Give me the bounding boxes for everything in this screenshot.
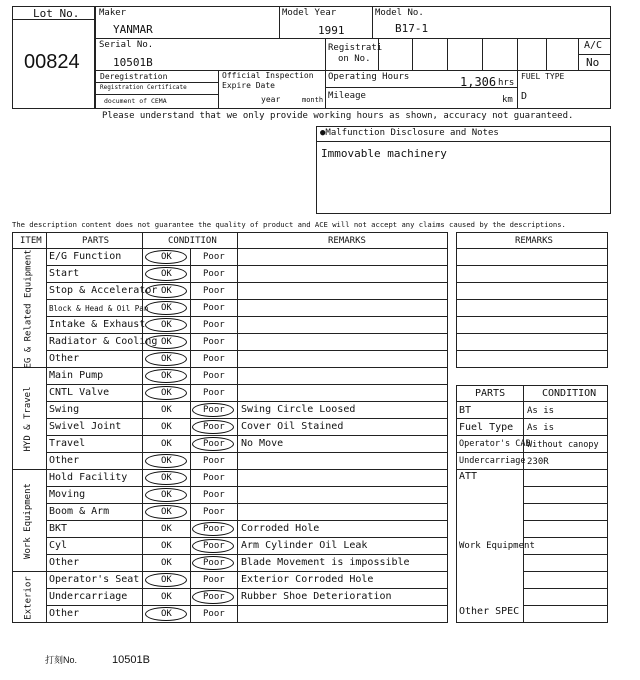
model-no-value: B17-1 bbox=[395, 22, 429, 35]
spec-other-label: Other SPEC bbox=[459, 606, 520, 617]
remark-text: Exterior Corroded Hole bbox=[241, 574, 374, 585]
model-year-label: Model Year bbox=[282, 8, 337, 18]
remark-text: Rubber Shoe Deterioration bbox=[241, 591, 392, 602]
header-item: ITEM bbox=[20, 236, 42, 246]
condition-circle bbox=[145, 386, 187, 400]
condition-circle bbox=[192, 590, 234, 604]
poor-option: Poor bbox=[203, 269, 225, 279]
hrs-label: hrs bbox=[498, 78, 515, 88]
poor-option: Poor bbox=[203, 541, 225, 551]
registration-certificate-label: Registration Certificate bbox=[100, 84, 187, 91]
ok-option: OK bbox=[161, 286, 172, 296]
serial-no-label: Serial No. bbox=[99, 40, 154, 50]
header-condition: CONDITION bbox=[168, 236, 217, 246]
spec-part: Fuel Type bbox=[459, 422, 514, 433]
inspection-label: Official Inspection bbox=[222, 71, 314, 80]
part-label: Radiator & Cooling bbox=[49, 336, 158, 347]
ok-option: OK bbox=[161, 422, 172, 432]
poor-option: Poor bbox=[203, 354, 225, 364]
part-label: Start bbox=[49, 268, 80, 279]
registration-no-label-2: on No. bbox=[338, 54, 371, 64]
spec-part: BT bbox=[459, 405, 472, 416]
model-no-label: Model No. bbox=[375, 8, 424, 18]
model-year-value: 1991 bbox=[318, 24, 345, 37]
condition-circle bbox=[145, 318, 187, 332]
part-label: BKT bbox=[49, 523, 68, 534]
spec-att-label: ATT bbox=[459, 471, 478, 482]
part-label: Hold Facility bbox=[49, 472, 128, 483]
spec-part: Operator's CAB bbox=[459, 439, 531, 449]
group-label: Work Equipment bbox=[23, 483, 33, 559]
poor-option: Poor bbox=[203, 439, 225, 449]
part-label: Main Pump bbox=[49, 370, 104, 381]
remark-text: Swing Circle Loosed bbox=[241, 404, 356, 415]
ok-option: OK bbox=[161, 439, 172, 449]
operating-hours-value: 1,306 bbox=[460, 75, 497, 89]
ac-value: No bbox=[586, 56, 600, 69]
condition-circle bbox=[145, 250, 187, 264]
poor-option: Poor bbox=[203, 507, 225, 517]
condition-circle bbox=[145, 369, 187, 383]
year-label: year bbox=[261, 95, 281, 104]
poor-option: Poor bbox=[203, 473, 225, 483]
group-label: Exterior bbox=[23, 575, 33, 620]
spec-work-equipment-label: Work Equipment bbox=[459, 541, 535, 551]
poor-option: Poor bbox=[203, 286, 225, 296]
poor-option: Poor bbox=[203, 558, 225, 568]
mileage-label: Mileage bbox=[328, 91, 366, 101]
serial-no-value: 10501B bbox=[113, 56, 153, 69]
part-label: Undercarriage bbox=[49, 591, 128, 602]
group-label: HYD & Travel bbox=[23, 386, 33, 452]
part-label: Intake & Exhaust bbox=[49, 319, 146, 330]
ok-option: OK bbox=[161, 524, 172, 534]
malfunction-box bbox=[316, 126, 611, 214]
ok-option: OK bbox=[161, 490, 172, 500]
part-label: Block & Head & Oil Pan bbox=[49, 304, 149, 313]
ok-option: OK bbox=[161, 371, 172, 381]
ok-option: OK bbox=[161, 541, 172, 551]
ok-option: OK bbox=[161, 320, 172, 330]
condition-circle bbox=[145, 335, 187, 349]
poor-option: Poor bbox=[203, 592, 225, 602]
poor-option: Poor bbox=[203, 456, 225, 466]
poor-option: Poor bbox=[203, 575, 225, 585]
stamp-label: 打刻No. bbox=[45, 655, 78, 665]
lot-number: 00824 bbox=[24, 51, 80, 73]
month-label: month bbox=[302, 96, 324, 104]
part-label: Other bbox=[49, 608, 80, 619]
ok-option: OK bbox=[161, 337, 172, 347]
condition-circle bbox=[192, 403, 234, 417]
right-remarks-header: REMARKS bbox=[515, 236, 553, 246]
ok-option: OK bbox=[161, 507, 172, 517]
operating-hours-label: Operating Hours bbox=[328, 72, 410, 82]
spec-part: Undercarriage bbox=[459, 456, 526, 466]
poor-option: Poor bbox=[203, 371, 225, 381]
part-label: Swivel Joint bbox=[49, 421, 122, 432]
inspection-label-2: Expire Date bbox=[222, 81, 275, 90]
right-remarks-box bbox=[456, 232, 608, 368]
ok-option: OK bbox=[161, 473, 172, 483]
remark-text: Arm Cylinder Oil Leak bbox=[241, 540, 368, 551]
condition-circle bbox=[145, 505, 187, 519]
condition-circle bbox=[192, 420, 234, 434]
registration-no-label: Registrati bbox=[328, 43, 383, 53]
condition-circle bbox=[192, 556, 234, 570]
poor-option: Poor bbox=[203, 388, 225, 398]
ok-option: OK bbox=[161, 252, 172, 262]
spec-value: As is bbox=[527, 406, 555, 416]
remark-text: No Move bbox=[241, 438, 284, 449]
malfunction-text: Immovable machinery bbox=[321, 147, 447, 160]
ok-option: OK bbox=[161, 558, 172, 568]
spec-value: Without canopy bbox=[527, 440, 599, 450]
condition-circle bbox=[192, 539, 234, 553]
document-cema-label: document of CEMA bbox=[104, 97, 167, 105]
ok-option: OK bbox=[161, 354, 172, 364]
condition-circle bbox=[145, 284, 187, 298]
part-label: Cyl bbox=[49, 540, 68, 551]
fuel-type-label: FUEL TYPE bbox=[521, 72, 565, 81]
part-label: Other bbox=[49, 353, 80, 364]
poor-option: Poor bbox=[203, 490, 225, 500]
ok-option: OK bbox=[161, 405, 172, 415]
ok-option: OK bbox=[161, 456, 172, 466]
poor-option: Poor bbox=[203, 303, 225, 313]
condition-circle bbox=[145, 471, 187, 485]
condition-circle bbox=[145, 267, 187, 281]
part-label: Travel bbox=[49, 438, 86, 449]
header-parts: PARTS bbox=[82, 236, 110, 246]
spec-parts-header: PARTS bbox=[475, 388, 506, 399]
condition-circle bbox=[145, 352, 187, 366]
poor-option: Poor bbox=[203, 524, 225, 534]
condition-circle bbox=[192, 437, 234, 451]
ok-option: OK bbox=[161, 592, 172, 602]
part-label: Stop & Accelerator bbox=[49, 285, 158, 296]
part-label: CNTL Valve bbox=[49, 387, 110, 398]
ok-option: OK bbox=[161, 388, 172, 398]
poor-option: Poor bbox=[203, 320, 225, 330]
working-hours-note: Please understand that we only provide working hours as shown, accuracy not guaranteed. bbox=[102, 111, 574, 121]
condition-circle bbox=[145, 488, 187, 502]
remark-text: Corroded Hole bbox=[241, 523, 320, 534]
condition-circle bbox=[192, 522, 234, 536]
spec-value: As is bbox=[527, 423, 555, 433]
poor-option: Poor bbox=[203, 609, 225, 619]
poor-option: Poor bbox=[203, 337, 225, 347]
spec-value: 230R bbox=[527, 457, 549, 467]
condition-circle bbox=[145, 454, 187, 468]
km-label: km bbox=[502, 95, 513, 105]
part-label: Other bbox=[49, 455, 80, 466]
ok-option: OK bbox=[161, 269, 172, 279]
part-label: Other bbox=[49, 557, 80, 568]
condition-circle bbox=[145, 573, 187, 587]
remark-text: Cover Oil Stained bbox=[241, 421, 344, 432]
lot-no-label: Lot No. bbox=[33, 7, 80, 20]
header-remarks: REMARKS bbox=[328, 236, 366, 246]
condition-circle bbox=[145, 301, 187, 315]
remark-text: Blade Movement is impossible bbox=[241, 557, 410, 568]
poor-option: Poor bbox=[203, 422, 225, 432]
ac-label: A/C bbox=[584, 40, 603, 51]
part-label: E/G Function bbox=[49, 251, 122, 262]
malfunction-label: ●Malfunction Disclosure and Notes bbox=[320, 128, 499, 138]
stamp-value: 10501B bbox=[112, 654, 150, 666]
condition-circle bbox=[145, 607, 187, 621]
spec-condition-header: CONDITION bbox=[542, 388, 597, 399]
fuel-type-value: D bbox=[521, 91, 528, 102]
disclaimer: The description content does not guarantee the quality of product and ACE will not accept any claims caused by the descriptions. bbox=[12, 220, 566, 229]
ok-option: OK bbox=[161, 303, 172, 313]
group-label: EG & Related Equipment bbox=[23, 248, 33, 368]
part-label: Swing bbox=[49, 404, 80, 415]
part-label: Moving bbox=[49, 489, 86, 500]
deregistration-label: Deregistration bbox=[100, 72, 168, 81]
ok-option: OK bbox=[161, 609, 172, 619]
poor-option: Poor bbox=[203, 252, 225, 262]
ok-option: OK bbox=[161, 575, 172, 585]
part-label: Boom & Arm bbox=[49, 506, 110, 517]
part-label: Operator's Seat bbox=[49, 574, 140, 585]
maker-value: YANMAR bbox=[113, 23, 153, 36]
poor-option: Poor bbox=[203, 405, 225, 415]
maker-label: Maker bbox=[99, 8, 127, 18]
